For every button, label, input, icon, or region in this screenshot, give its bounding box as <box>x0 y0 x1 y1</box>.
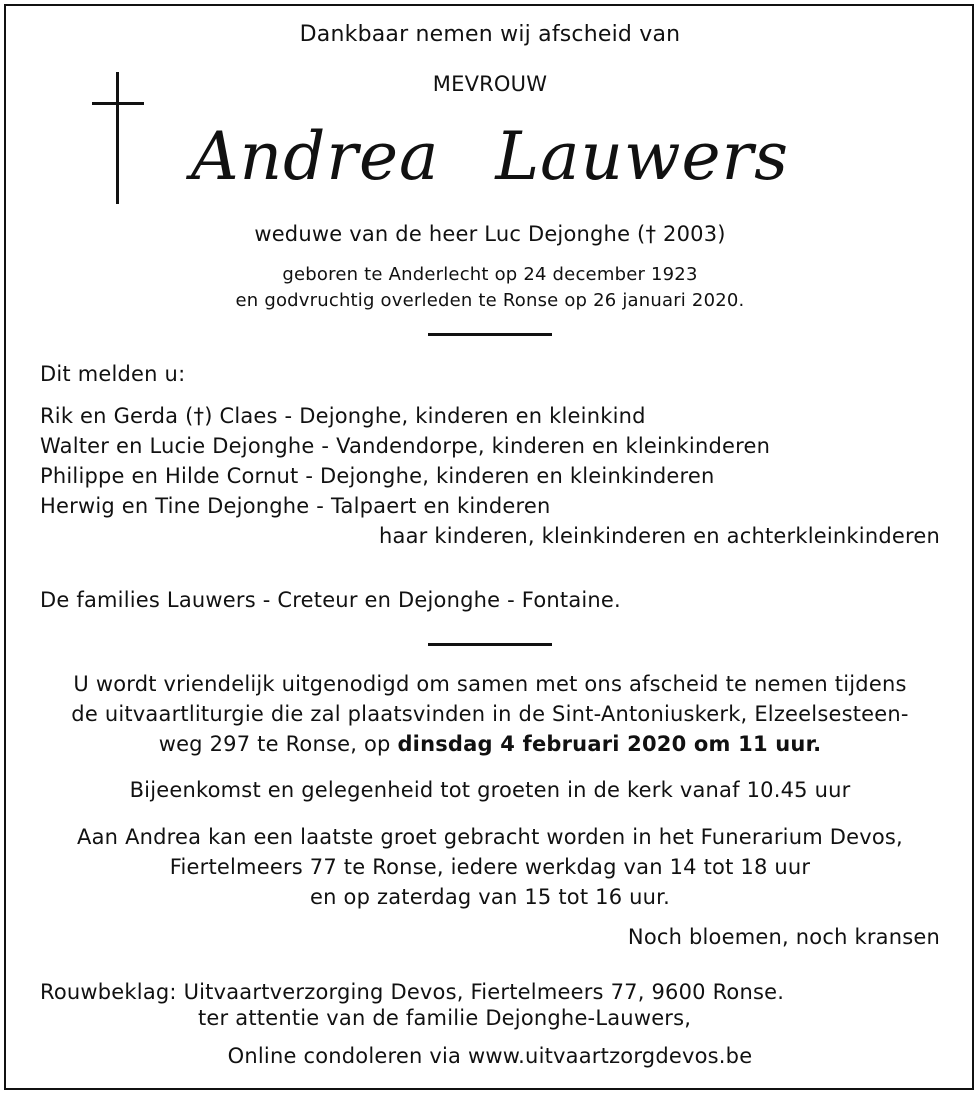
family-line: Herwig en Tine Dejonghe - Talpaert en kinderen <box>40 494 551 518</box>
visit-line: en op zaterdag van 15 tot 16 uur. <box>310 885 670 909</box>
family-line: Philippe en Hilde Cornut - Dejonghe, kinderen en kleinkinderen <box>40 464 715 488</box>
families-line: De families Lauwers - Creteur en Dejonghe - Fontaine. <box>40 588 621 612</box>
attention-line: ter attentie van de familie Dejonghe-Lauwers, <box>198 1006 692 1030</box>
family-line: Walter en Lucie Dejonghe - Vandendorpe, kinderen en kleinkinderen <box>40 434 771 458</box>
divider <box>428 643 552 646</box>
birth-text: geboren te Anderlecht op 24 december 1923 <box>282 264 698 285</box>
online-condolence: Online condoleren via www.uitvaartzorgdevos.be <box>227 1044 753 1068</box>
widow-text: weduwe van de heer Luc Dejonghe († 2003) <box>254 222 726 246</box>
visit-line: Aan Andrea kan een laatste groet gebracht worden in het Funerarium Devos, <box>77 825 903 849</box>
deceased-name: Andrea Lauwers <box>190 118 789 195</box>
ceremony-date: dinsdag 4 februari 2020 om 11 uur. <box>397 732 822 756</box>
divider <box>428 333 552 336</box>
title-text: MEVROUW <box>432 72 548 96</box>
ceremony-line: de uitvaartliturgie die zal plaatsvinden in de Sint-Antoniuskerk, Elzeelsesteen- <box>71 702 909 726</box>
intro-text: Dankbaar nemen wij afscheid van <box>299 22 681 47</box>
ceremony-line: U wordt vriendelijk uitgenodigd om samen met ons afscheid te nemen tijdens <box>73 672 907 696</box>
flowers-note: Noch bloemen, noch kransen <box>627 925 940 949</box>
family-summary: haar kinderen, kleinkinderen en achterkleinkinderen <box>379 524 940 548</box>
family-heading: Dit melden u: <box>40 362 186 386</box>
visit-line: Fiertelmeers 77 te Ronse, iedere werkdag van 14 tot 18 uur <box>169 855 811 879</box>
ceremony-line: weg 297 te Ronse, op dinsdag 4 februari 2020 om 11 uur. <box>158 732 822 756</box>
family-line: Rik en Gerda (†) Claes - Dejonghe, kinderen en kleinkind <box>40 404 646 428</box>
cross-icon-bar <box>92 102 144 105</box>
death-text: en godvruchtig overleden te Ronse op 26 januari 2020. <box>235 290 745 311</box>
address-line: Rouwbeklag: Uitvaartverzorging Devos, Fiertelmeers 77, 9600 Ronse. <box>40 980 785 1004</box>
gathering-text: Bijeenkomst en gelegenheid tot groeten in de kerk vanaf 10.45 uur <box>129 778 851 802</box>
